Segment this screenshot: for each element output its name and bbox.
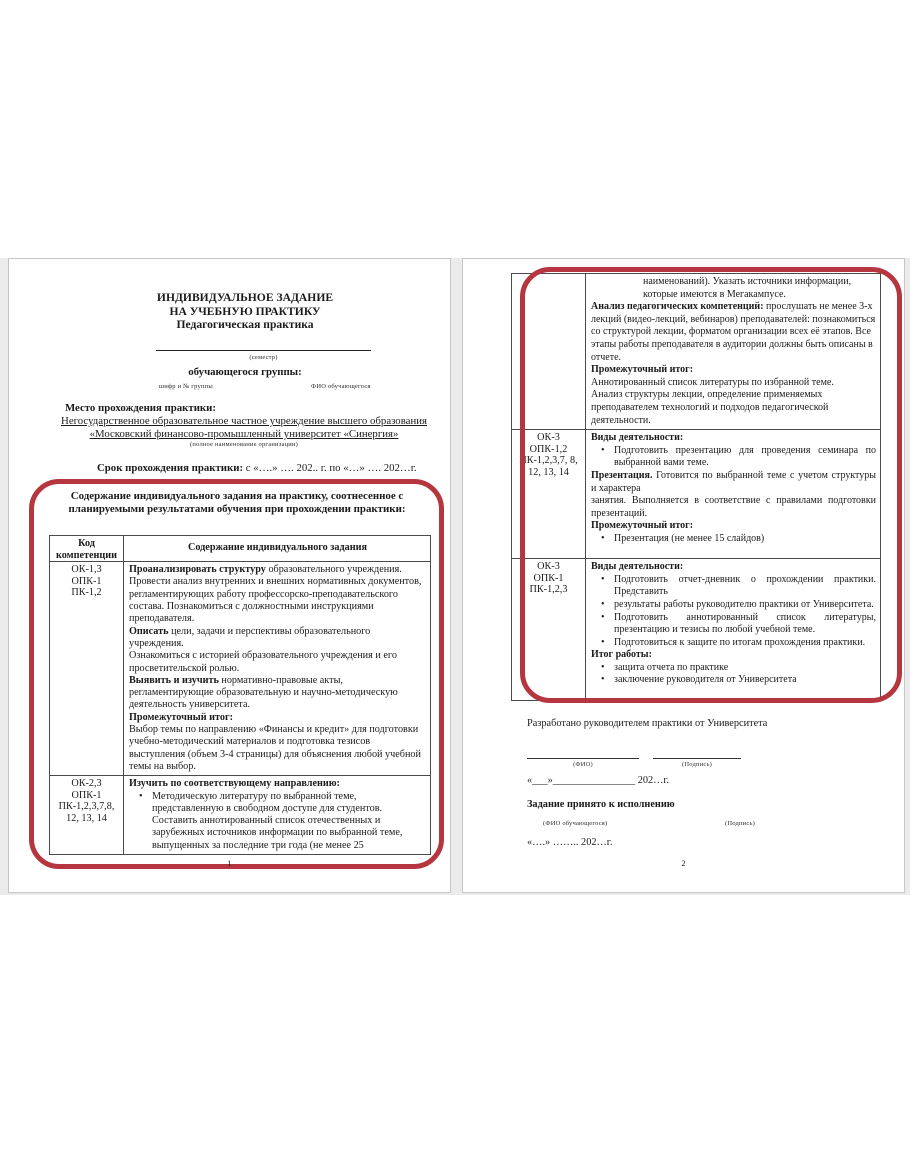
assignment-content-column-header: Содержание индивидуального задания [188,542,367,554]
competency-code-column-header: Код компетенции [50,536,124,561]
assignment-content-heading: Содержание индивидуального задания на практику, соотнесенное с планируемыми результатами обучения при прохождении практики: [68,490,406,515]
table-header-row [50,536,430,561]
competency-codes-cell [512,559,586,700]
student-group-label: обучающегося группы: [188,366,302,378]
student-signature-hint: (Подпись) [725,820,755,827]
date-line-student: «….» …….. 202…г. [527,837,613,848]
competency-code: ОПК-1,2 [529,443,568,455]
competency-code: ОК-2,3 [71,778,102,790]
table-row [512,274,880,429]
paragraph: Промежуточный итог: [129,711,233,723]
title-line-2: НА УЧЕБНУЮ ПРАКТИКУ [169,304,321,318]
paragraph: Презентация. Готовится по выбранной теме с учетом структуры и характера [591,469,877,494]
bullet-item: • Подготовиться к защите по итогам прохождения практики. [591,637,876,650]
paragraph: занятия. Выполняется в соответствие с правилами подготовки презентаций. [591,495,876,519]
semester-fill-line [156,350,371,351]
supervisor-signature-line [653,758,741,759]
table-row [512,558,880,700]
paragraph: Виды деятельности: [591,432,684,444]
document-title [39,291,451,332]
paragraph: Анализ педагогических компетенций: прослушать не менее 3-х лекций (видео-лекций, вебинаров) преподавателей: познакомиться со структурой лекции, форматом организации всех её этапов. Все этапы работы преподавателя в аудитории должны быть описаны в отчете. [591,301,876,363]
accepted-label: Задание принято к исполнению [527,799,675,810]
competency-code: ОПК-1 [71,575,102,587]
supervisor-signature-hint: (Подпись) [682,761,712,768]
organization-hint: (полное наименование организации) [190,441,298,448]
bullet-item: • Методическую литературу по выбранной теме, представленную в свободном доступе для студентов. Составить аннотированный список отечественных и зарубежных источников информации по выбранной теме, выпущенных за последние три года (не менее 25 [129,791,426,852]
developed-by-line: Разработано руководителем практики от Университета [527,718,768,729]
bullet-item: • Подготовить презентацию для проведения семинара по выбранной вами теме. [591,445,876,470]
supervisor-name-line [527,758,639,759]
organization-line-1: Негосударственное образовательное частное учреждение высшего образования [61,415,427,427]
table-row [50,561,430,775]
table-row [512,429,880,558]
paragraph: Изучить по соответствующему направлению: [129,778,340,790]
supervisor-fio-hint: (ФИО) [573,761,593,768]
title-line-1: ИНДИВИДУАЛЬНОЕ ЗАДАНИЕ [156,291,334,304]
competency-code: ОПК-1 [533,572,564,584]
competency-code: ОПК-1 [71,789,102,801]
competency-code: ПК-1,2,3 [529,584,568,596]
competency-code: ОК-3 [537,432,560,444]
place-of-practice-label: Место прохождения практики: [65,402,216,414]
paragraph: Анализ структуры лекции, определение применяемых преподавателем технологий и подходов педагогической деятельности. [591,389,829,426]
paragraph: Итог работы: [591,649,652,661]
competency-code: ПК-1,2,3,7, 8, [519,455,578,467]
competency-code: 12, 13, 14 [66,813,107,825]
page-number-2: 2 [681,858,686,868]
paragraph: Описать цели, задачи и перспективы образовательного учреждения. [129,625,371,649]
competency-codes-cell [512,274,586,429]
student-fio-hint: (ФИО обучающегося) [543,820,608,827]
date-line-supervisor: «___»________________ 202…г. [527,775,670,786]
paragraph: наименований). Указать источники информации, которые имеются в Мегакампусе. [643,276,852,300]
student-name-hint: ФИО обучающегося [311,383,371,390]
document-page-1 [8,258,451,893]
assignment-content-cell [586,559,880,700]
document-page-2 [462,258,905,893]
competency-codes-cell [50,562,124,775]
competency-code: ОК-1,3 [71,564,102,576]
group-code-hint: шифр и № группы [159,383,213,390]
competency-code: ПК-1,2 [71,587,102,599]
assignment-table-page2 [511,273,881,701]
bullet-item: • защита отчета по практике [591,662,876,675]
paragraph: Промежуточный итог: [591,364,694,376]
bullet-item: • результаты работы руководителю практики от Университета. [591,599,876,612]
bullet-item: • Подготовить аннотированный список литературы, презентацию и тезисы по любой учебной теме. [591,612,876,637]
assignment-content-cell [586,430,880,558]
document-subtitle: Педагогическая практика [176,318,314,331]
bullet-item: • заключение руководителя от Университета [591,674,876,687]
organization-line-2: «Московский финансово-промышленный университет «Синергия» [89,428,399,440]
assignment-table-page1 [49,535,431,855]
paragraph: Проанализировать структуру образовательного учреждения. Провести анализ внутренних и внешних нормативных документов, регламентирующих работу профессорско-преподавательского состава. Познакомиться с должностными инструкциями преподавателя. [129,564,422,625]
competency-codes-cell [512,430,586,558]
assignment-content-cell [124,562,430,775]
competency-codes-cell [50,776,124,854]
paragraph: Виды деятельности: [591,561,684,573]
paragraph: Выбор темы по направлению «Финансы и кредит» для подготовки учебно-методический материалов и подготовка тезисов выступления (объем 3-4 страницы) для объяснения любой учебной темы на выбор. [129,724,421,772]
bullet-item: • Презентация (не менее 15 слайдов) [591,533,876,546]
page-number-1: 1 [227,858,232,868]
competency-code: 12, 13, 14 [528,466,569,478]
table-row [50,775,430,854]
paragraph: Ознакомиться с историей образовательного учреждения и его просветительской ролью. [129,650,397,674]
paragraph: Аннотированный список литературы по избранной теме. [591,376,834,388]
practice-period: Срок прохождения практики: с «….» …. 202.. г. по «…» …. 202…г. [97,462,417,474]
bullet-item: • Подготовить отчет-дневник о прохождении практики. Представить [591,574,876,599]
competency-code: ОК-3 [537,561,560,573]
paragraph: Выявить и изучить нормативно-правовые акты, регламентирующие образовательную и научно-методическую деятельность университета. [129,674,398,711]
assignment-content-cell [124,776,430,854]
paragraph: Промежуточный итог: [591,520,694,532]
competency-code: ПК-1,2,3,7,8, [58,801,115,813]
semester-hint: (семестр) [249,354,278,361]
assignment-content-cell [586,274,880,429]
